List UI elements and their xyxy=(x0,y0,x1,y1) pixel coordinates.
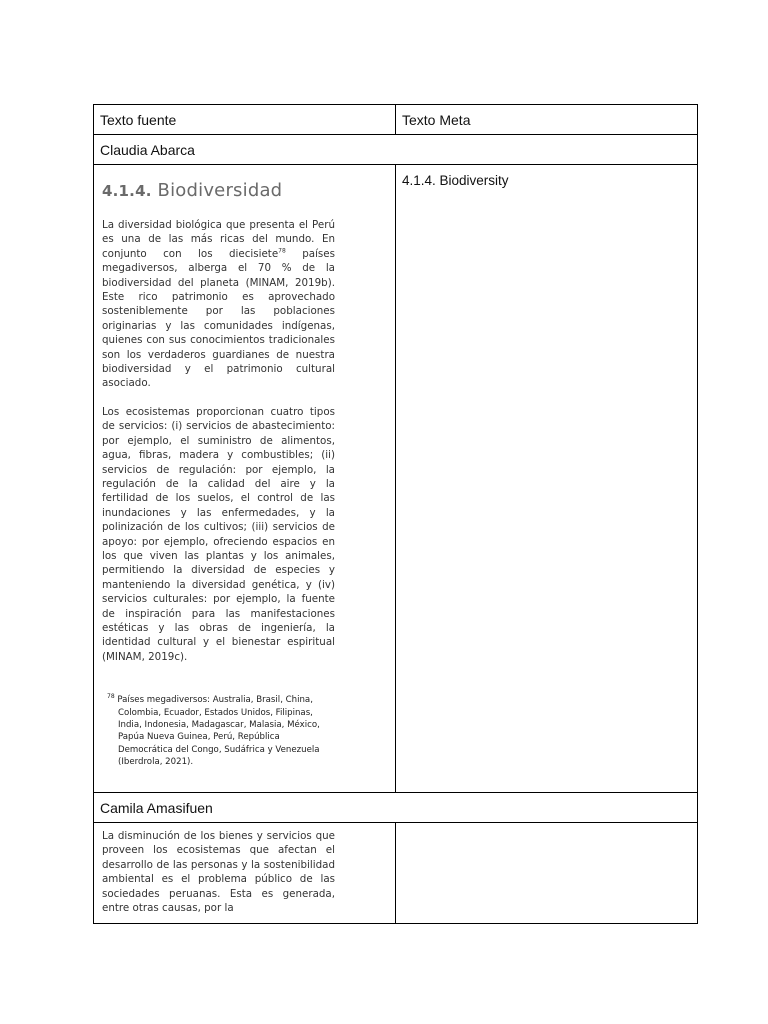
source-text-cell-2 xyxy=(94,823,396,924)
heading-number: 4.1.4. xyxy=(102,182,152,200)
footnote-text: Países megadiversos: Australia, Brasil, China, Colombia, Ecuador, Estados Unidos, Filipinas, India, Indonesia, Madagascar, Malasia, México, Papúa Nueva Guinea, Perú, República Democrática del Congo, Sudáfrica y Venezuela (Iberdrola, 2021). xyxy=(114,695,320,768)
target-column-header: Texto Meta xyxy=(396,105,698,135)
target-text-cell-2[interactable] xyxy=(396,823,698,924)
source-paragraph-2: Los ecosistemas proporcionan cuatro tipos de servicios: (i) servicios de abastecimiento: por ejemplo, el suministro de alimentos, agua, fibras, madera y combustibles; (ii) servicios de regulación: por ejemplo, la regulación de la calidad del aire y la fertilidad de los suelos, el control de las inundaciones y las enfermedades, y la polinización de los cultivos; (iii) servicios de apoyo: por ejemplo, ofreciendo espacios en los que viven las plantas y los animales, permitiendo la diversidad de especies y manteniendo la diversidad genética, y (iv) servicios culturales: por ejemplo, la fuente de inspiración para las manifestaciones estéticas y las obras de ingeniería, la identidad cultural y el bienestar espiritual (MINAM, 2019c). xyxy=(102,405,335,663)
target-text-2 xyxy=(396,823,697,839)
source-text-cell-1 xyxy=(94,165,396,793)
footnote xyxy=(106,694,335,768)
author-name-2: Camila Amasifuen xyxy=(94,793,698,823)
section-heading xyxy=(102,180,335,201)
p1-end: países megadiversos, alberga el 70 % de la biodiversidad del planeta (MINAM, 2019b). Este rico patrimonio es aprovechado sosteniblemente por las poblaciones originarias y las comunidades indígenas, quienes con sus conocimientos tradicionales son los verdaderos guardianes de nuestra biodiversidad y el patrimonio cultural asociado. xyxy=(102,247,335,390)
content-row-2 xyxy=(94,823,698,924)
footnote-number: 78 xyxy=(107,693,115,701)
heading-title: Biodiversidad xyxy=(157,180,283,201)
source-paragraph-1 xyxy=(102,218,335,391)
author-name-1: Claudia Abarca xyxy=(94,135,698,165)
translation-table xyxy=(93,104,698,924)
author-row-2 xyxy=(94,793,698,823)
content-row-1 xyxy=(94,165,698,793)
header-row xyxy=(94,105,698,135)
source-column-header: Texto fuente xyxy=(94,105,396,135)
target-text-cell-1[interactable] xyxy=(396,165,698,793)
author-row-1 xyxy=(94,135,698,165)
p1-start: La diversidad biológica que presenta el Perú es una de las más ricas del mundo. En conjunto con los diecisiete xyxy=(102,219,335,260)
footnote-ref: 78 xyxy=(278,247,286,255)
target-text-1: 4.1.4. Biodiversity xyxy=(402,173,509,188)
source-paragraph-3: La disminución de los bienes y servicios que proveen los ecosistemas que afectan el desarrollo de las personas y la sostenibilidad ambiental es el problema público de las sociedades peruanas. Esta es generada, entre otras causas, por la xyxy=(102,830,335,915)
